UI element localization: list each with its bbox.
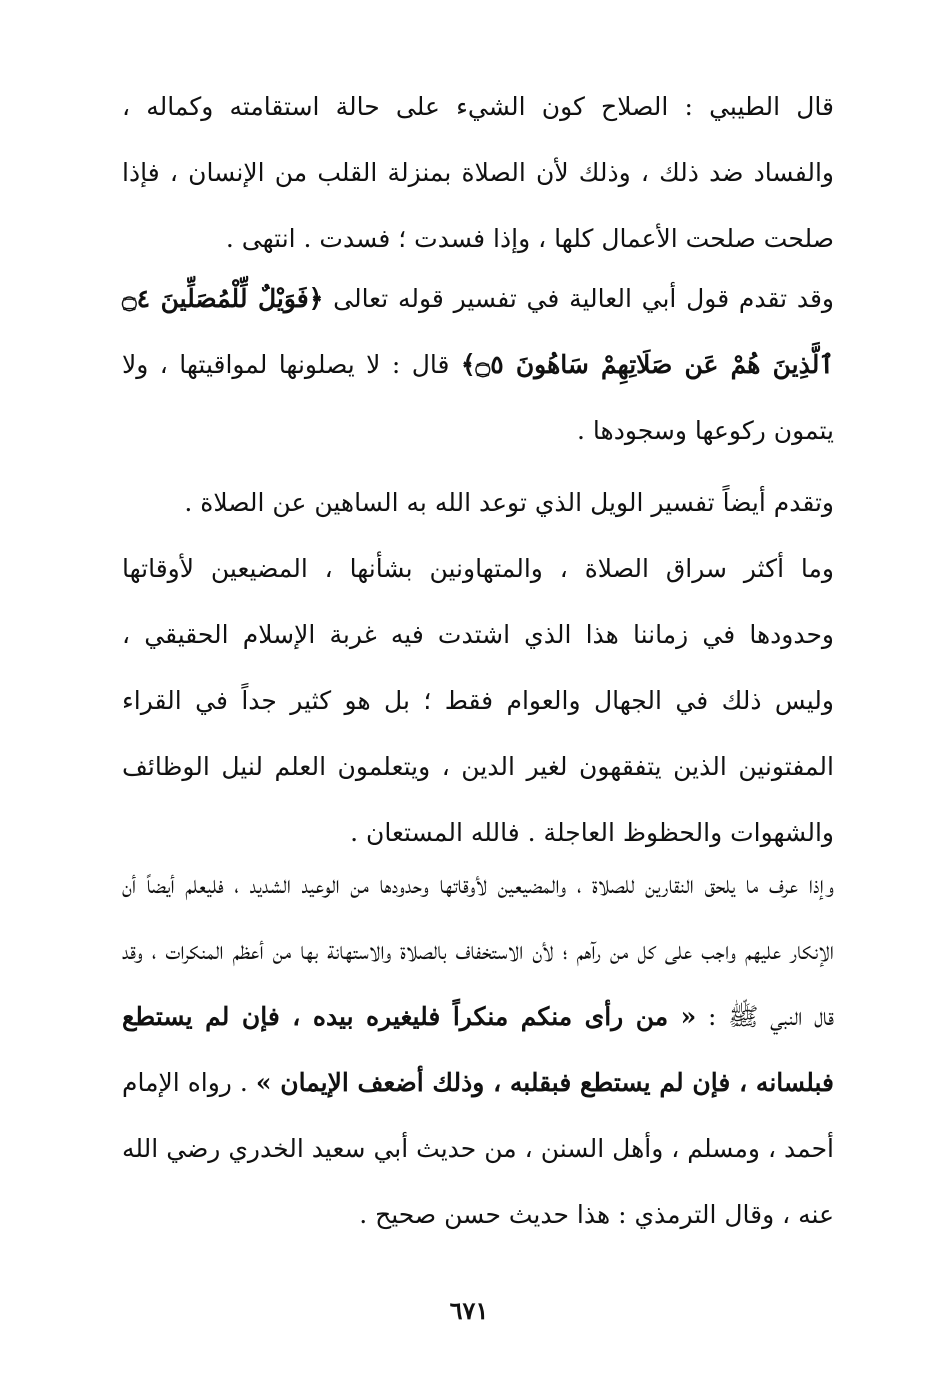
paragraph-tibi-quote	[122, 74, 872, 272]
quran-verse: ﴿فَوَيْلٌ لِّلْمُصَلِّينَ ۝٤ ٱلَّذِينَ هُمْ عَن صَلَاتِهِمْ سَاهُونَ ۝٥﴾	[122, 284, 835, 379]
paragraph-wayl-tafsir	[122, 470, 872, 536]
page-number: ٦٧١	[449, 1296, 489, 1325]
hadith-quote: « من رأى منكم منكراً فليغيره بيده ، فإن لم يستطع فبلسانه ، فإن لم يستطع فبقلبه ، وذلك أضعف الإيمان »	[122, 1002, 834, 1097]
paragraph-hadith	[122, 852, 872, 1248]
paragraph-text: وإذا عرف ما يلحق النقارين للصلاة ، والمضيعين لأوقاتها وحدودها من الوعيد الشديد ، فليعلم أيضاً أن الإنكار عليهم واجب على كل من رآهم ؛ لأن الاستخفاف بالصلاة والاستهانة بها من أعظم المنكرات ، وقد قال النبي ﷺ :	[122, 870, 834, 1031]
paragraph-text: قال الطيبي : الصلاح كون الشيء على حالة استقامته وكماله ، والفساد ضد ذلك ، وذلك لأن الصلاة بمنزلة القلب من الإنسان ، فإذا صلحت صلحت الأعمال كلها ، وإذا فسدت ؛ فسدت . انتهى .	[122, 92, 834, 253]
paragraph-text: . رواه الإمام أحمد ، ومسلم ، وأهل السنن ، من حديث أبي سعيد الخدري رضي الله عنه ، وقال الترمذي : هذا حديث حسن صحيح .	[122, 1068, 834, 1229]
paragraph-text: وقد تقدم قول أبي العالية في تفسير قوله تعالى	[333, 284, 834, 313]
paragraph-text: قال : لا يصلونها لمواقيتها ، ولا يتمون ركوعها وسجودها .	[122, 350, 834, 445]
paragraph-text: وما أكثر سراق الصلاة ، والمتهاونين بشأنها ، المضيعين لأوقاتها وحدودها في زماننا هذا الذي اشتدت فيه غربة الإسلام الحقيقي ، وليس ذلك في الجهال والعوام فقط ؛ بل هو كثير جداً في القراء المفتونين الذين يتفقهون لغير الدين ، ويتعلمون العلم لنيل الوظائف والشهوات والحظوظ العاجلة . فالله المستعان .	[122, 554, 834, 847]
paragraph-abu-aliya	[122, 266, 872, 464]
paragraph-text: وتقدم أيضاً تفسير الويل الذي توعد الله به الساهين عن الصلاة .	[184, 488, 834, 517]
paragraph-prayer-thieves	[122, 536, 872, 866]
